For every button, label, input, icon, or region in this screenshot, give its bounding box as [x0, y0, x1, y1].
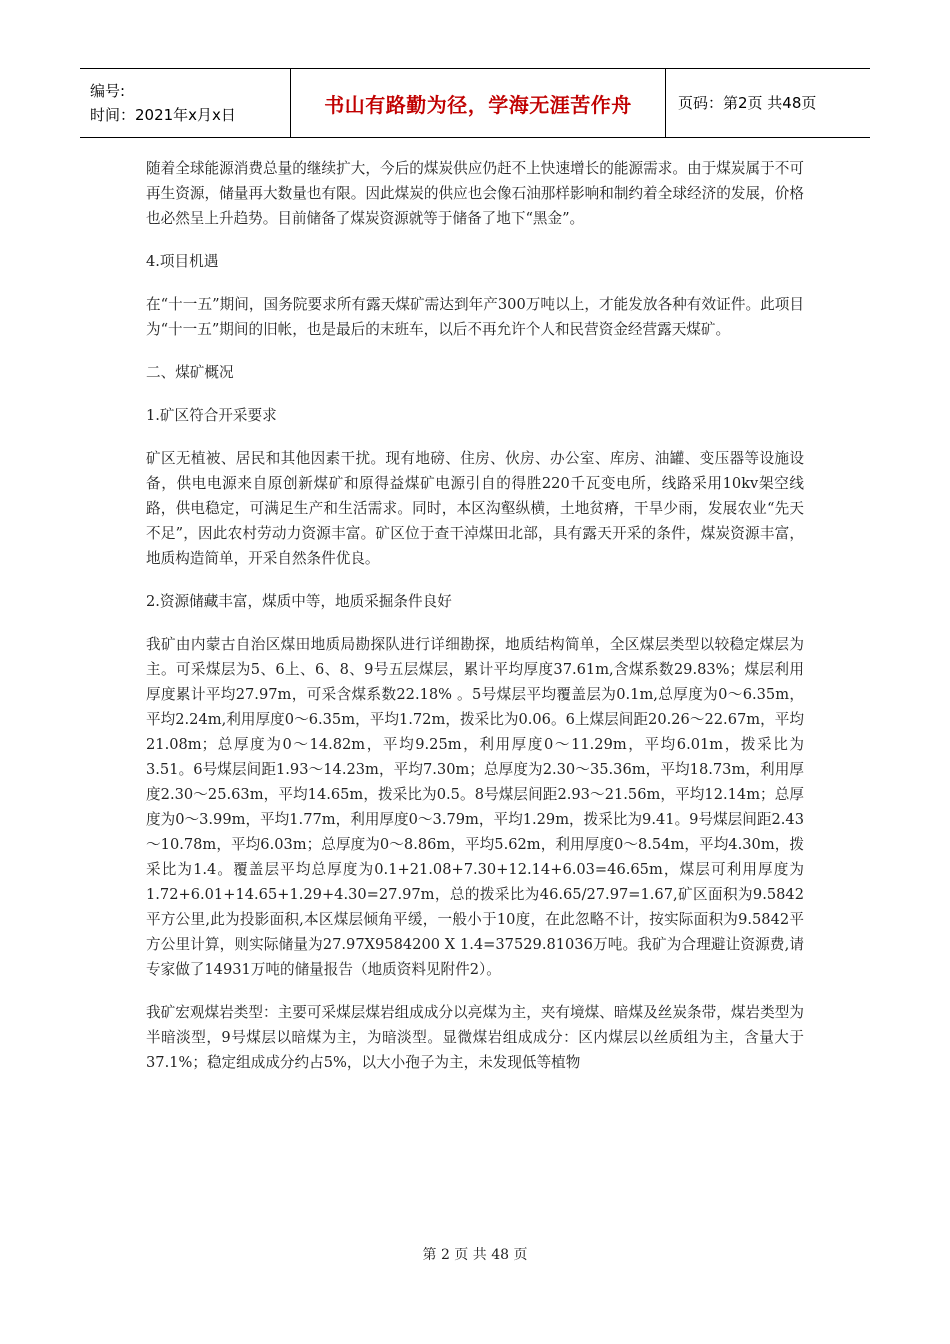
header-motto-cell: [291, 69, 666, 137]
section-heading: 二、煤矿概况: [146, 364, 234, 381]
section-heading: 1.矿区符合开采要求: [146, 407, 277, 424]
paragraph: 我矿宏观煤岩类型：主要可采煤层煤岩组成成分以亮煤为主，夹有境煤、暗煤及丝炭条带，煤岩类型为半暗淡型，9号煤层以暗煤为主，为暗淡型。显微煤岩组成成分：区内煤层以丝质组为主，含量大于37.1%；稳定组成成分约占5%，以大小孢子为主，未发现低等植物: [146, 1004, 804, 1071]
document-number-label: 编号:: [90, 82, 126, 100]
paragraph: 在“十一五”期间，国务院要求所有露天煤矿需达到年产300万吨以上，才能发放各种有效证件。此项目为“十一五”期间的旧帐，也是最后的末班车，以后不再允许个人和民营资金经营露天煤矿。: [146, 296, 804, 338]
document-date: 时间：2021年x月x日: [90, 106, 236, 124]
paragraph: 随着全球能源消费总量的继续扩大，今后的煤炭供应仍赶不上快速增长的能源需求。由于煤炭属于不可再生资源，储量再大数量也有限。因此煤炭的供应也会像石油那样影响和制约着全球经济的发展，价格也必然呈上升趋势。目前储备了煤炭资源就等于储备了地下“黑金”。: [146, 160, 804, 227]
section-heading: 4.项目机遇: [146, 253, 219, 270]
paragraph: 矿区无植被、居民和其他因素干扰。现有地磅、住房、伙房、办公室、库房、油罐、变压器等设施设备，供电电源来自原创新煤矿和原得益煤矿电源引自的得胜220千瓦变电所，线路采用10kv架空线路，供电稳定，可满足生产和生活需求。同时，本区沟壑纵横，土地贫瘠，干旱少雨，发展农业“先天不足”，因此农村劳动力资源丰富。矿区位于查干淖煤田北部，具有露天开采的条件，煤炭资源丰富，地质构造简单，开采自然条件优良。: [146, 450, 804, 567]
document-body: [146, 156, 804, 1075]
header-page-cell: [666, 69, 870, 137]
header-motto: 书山有路勤为径，学海无涯苦作舟: [324, 92, 632, 117]
paragraph: 我矿由内蒙古自治区煤田地质局勘探队进行详细勘探，地质结构简单，全区煤层类型以较稳定煤层为主。可采煤层为5、6上、6、8、9号五层煤层，累计平均厚度37.61m,含煤系数29.83%；煤层利用厚度累计平均27.97m，可采含煤系数22.18% 。5号煤层平均覆盖层为0.1m,总厚度为0～6.35m，平均2.24m,利用厚度0～6.35m，平均1.72m，拨采比为0.06。6上煤层间距20.26～22.67m，平均21.08m；总厚度为0～14.82m，平均9.25m，利用厚度0～11.29m，平均6.01m，拨采比为3.51。6号煤层间距1.93～14.23m，平均7.30m；总厚度为2.30～35.36m，平均18.73m，利用厚度2.30～25.63m，平均14.65m，拨采比为0.5。8号煤层间距2.93～21.56m，平均12.14m；总厚度为0～3.99m，平均1.77m，利用厚度0～3.79m，平均1.29m，拨采比为9.41。9号煤层间距2.43～10.78m，平均6.03m；总厚度为0～8.86m，平均5.62m，利用厚度0～8.54m，平均4.30m，拨采比为1.4。覆盖层平均总厚度为0.1+21.08+7.30+12.14+6.03=46.65m，煤层可利用厚度为1.72+6.01+14.65+1.29+4.30=27.97m，总的拨采比为46.65/27.97=1.67,矿区面积为9.5842平方公里,此为投影面积,本区煤层倾角平缓，一般小于10度，在此忽略不计，按实际面积为9.5842平方公里计算，则实际储量为27.97X9584200 X 1.4=37529.81036万吨。我矿为合理避让资源费,请专家做了14931万吨的储量报告（地质资料见附件2）。: [146, 636, 804, 978]
section-heading: 2.资源储藏丰富，煤质中等，地质采掘条件良好: [146, 593, 452, 610]
header-page-number: 页码：第2页 共48页: [678, 94, 817, 112]
page-header: [80, 68, 870, 138]
header-meta: [80, 69, 291, 137]
page-footer: 第 2 页 共 48 页: [422, 1247, 528, 1263]
